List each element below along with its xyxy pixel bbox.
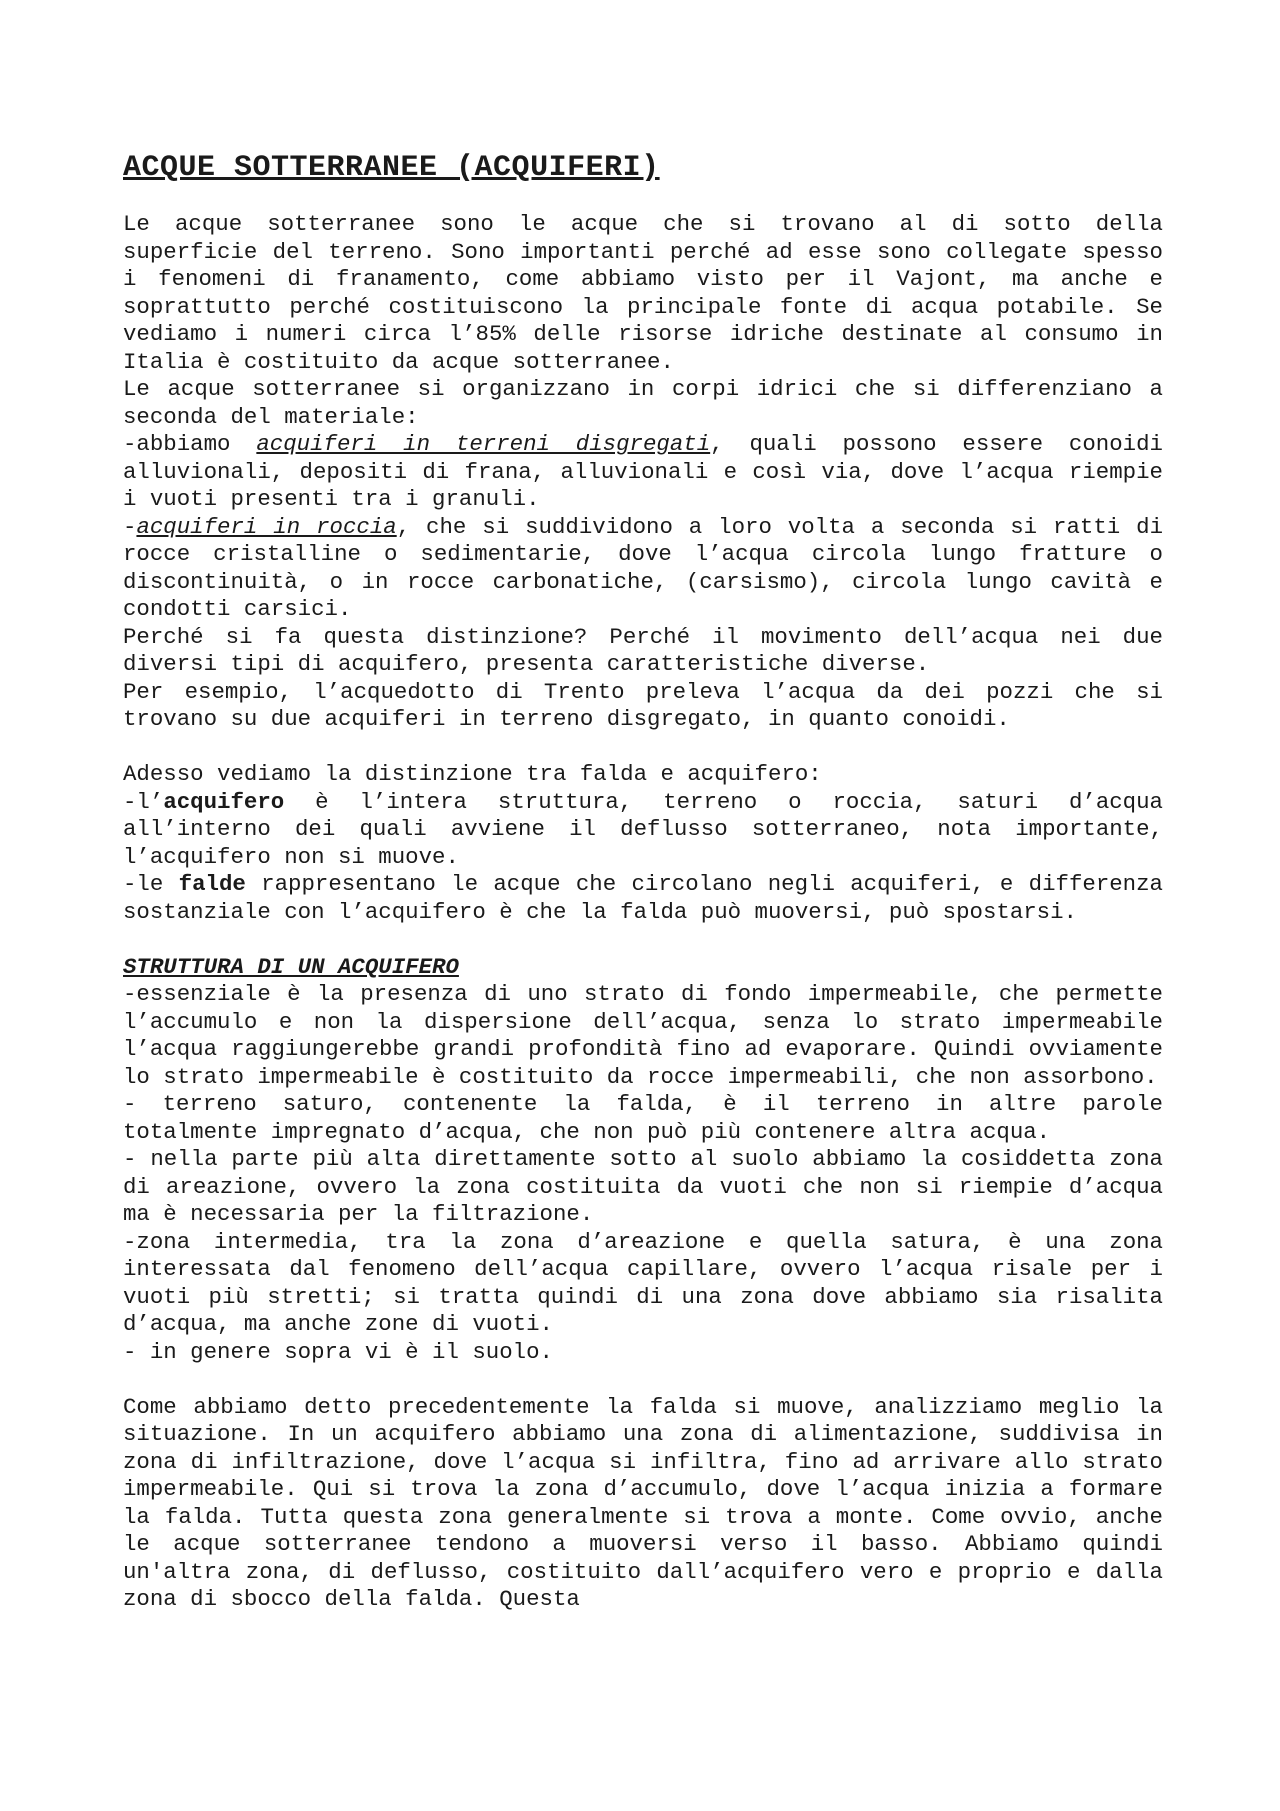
- paragraph-movimento-falda: Come abbiamo detto precedentemente la falda si muove, analizziamo meglio la situazione. In un acquifero abbiamo una zona di alimentazione, suddivisa in zona di infiltrazione, dove l’acqua si infiltra, fino ad arrivare allo strato impermeabile. Qui si trova la zona d’accumulo, dove l’acqua inizia a formare la falda. Tutta questa zona generalmente si trova a monte. Come ovvio, anche le acque sotterranee tendono a muoversi verso il basso. Abbiamo quindi un'altra zona, di deflusso, costituito dall’acquifero vero e proprio e dalla zona di sbocco della falda. Questa: [123, 1393, 1163, 1612]
- list-item-zona-intermedia: -zona intermedia, tra la zona d’areazione e quella satura, è una zona interessata dal fenomeno dell’acqua capillare, ovvero l’acqua risale per i vuoti più stretti; si tratta quindi di una zona dove abbiamo sia risalita d’acqua, ma anche zone di vuoti.: [123, 1228, 1163, 1337]
- term-acquiferi-roccia: acquiferi in roccia: [136, 513, 397, 540]
- paragraph-falda-acquifero: Adesso vediamo la distinzione tra falda e acquifero:: [123, 761, 822, 787]
- prefix: -: [123, 513, 137, 540]
- list-item-strato-fondo: -essenziale è la presenza di uno strato di fondo impermeabile, che permette l’accumulo e non la dispersione dell’acqua, senza lo strato impermeabile l’acqua raggiungerebbe grandi profondità fino ad evaporare. Quindi ovviamente lo strato impermeabile è costituito da rocce impermeabili, che non assorbono.: [123, 981, 1163, 1090]
- text: è l’intera struttura, terreno o roccia, saturi d’acqua all’interno dei quali avviene il deflusso sotterraneo, nota importante, l’acquifero non si muove.: [123, 788, 1163, 870]
- document-title: ACQUE SOTTERRANEE (ACQUIFERI): [123, 151, 660, 185]
- list-item-suolo: - in genere sopra vi è il suolo.: [123, 1338, 553, 1365]
- text: , che si suddividono a loro volta a seconda si ratti di rocce cristalline o sedimentarie, dove l’acqua circola lungo fratture o discontinuità, o in rocce carbonatiche, (carsismo), circola lungo cavità e condotti carsici.: [123, 513, 1164, 622]
- prefix: -le: [123, 871, 179, 897]
- list-item-roccia: [123, 514, 1163, 624]
- list-item-falde: [123, 871, 1163, 926]
- list-item-acquifero: [123, 789, 1163, 872]
- term-falde: falde: [178, 871, 246, 897]
- list-item-zona-areazione: - nella parte più alta direttamente sotto al suolo abbiamo la cosiddetta zona di areazione, ovvero la zona costituita da vuoti che non si riempie d’acqua ma è necessaria per la filtrazione.: [123, 1146, 1163, 1227]
- term-acquifero: acquifero: [163, 788, 285, 815]
- list-item-terreno-saturo: - terreno saturo, contenente la falda, è il terreno in altre parole totalmente impregnato d’acqua, che non può più contenere altra acqua.: [123, 1091, 1163, 1145]
- document-page: [123, 150, 1163, 1614]
- prefix: -abbiamo: [123, 431, 257, 457]
- spacer: [123, 1366, 1163, 1394]
- text: rappresentano le acque che circolano negli acquiferi, e differenza sostanziale con l’acquifero è che la falda può muoversi, può spostarsi.: [123, 871, 1163, 925]
- paragraph-organization: Le acque sotterranee si organizzano in corpi idrici che si differenziano a seconda del materiale:: [123, 376, 1163, 430]
- paragraph-intro: Le acque sotterranee sono le acque che si trovano al di sotto della superficie del terreno. Sono importanti perché ad esse sono collegate spesso i fenomeni di franamento, come abbiamo visto per il Vajont, ma anche e soprattutto perché costituiscono la principale fonte di acqua potabile. Se vediamo i numeri circa l’85% delle risorse idriche destinate al consumo in Italia è costituito da acque sotterranee.: [123, 211, 1163, 375]
- text: , quali possono essere conoidi alluvionali, depositi di frana, alluvionali e così via, dove l’acqua riempie i vuoti presenti tra i granuli.: [123, 431, 1163, 512]
- term-acquiferi-terreni-disgregati: acquiferi in terreni disgregati: [256, 431, 711, 457]
- list-item-terreni-disgregati: [123, 431, 1163, 514]
- spacer: [123, 734, 1163, 762]
- section-heading-struttura: STRUTTURA DI UN ACQUIFERO: [123, 953, 459, 980]
- prefix: -l’: [123, 788, 164, 815]
- paragraph-example-trento: Per esempio, l’acquedotto di Trento preleva l’acqua da dei pozzi che si trovano su due acquiferi in terreno disgregato, in quanto conoidi.: [123, 678, 1163, 732]
- paragraph-distinction: Perché si fa questa distinzione? Perché il movimento dell’acqua nei due diversi tipi di acquifero, presenta caratteristiche diverse.: [123, 623, 1163, 677]
- spacer: [123, 926, 1163, 954]
